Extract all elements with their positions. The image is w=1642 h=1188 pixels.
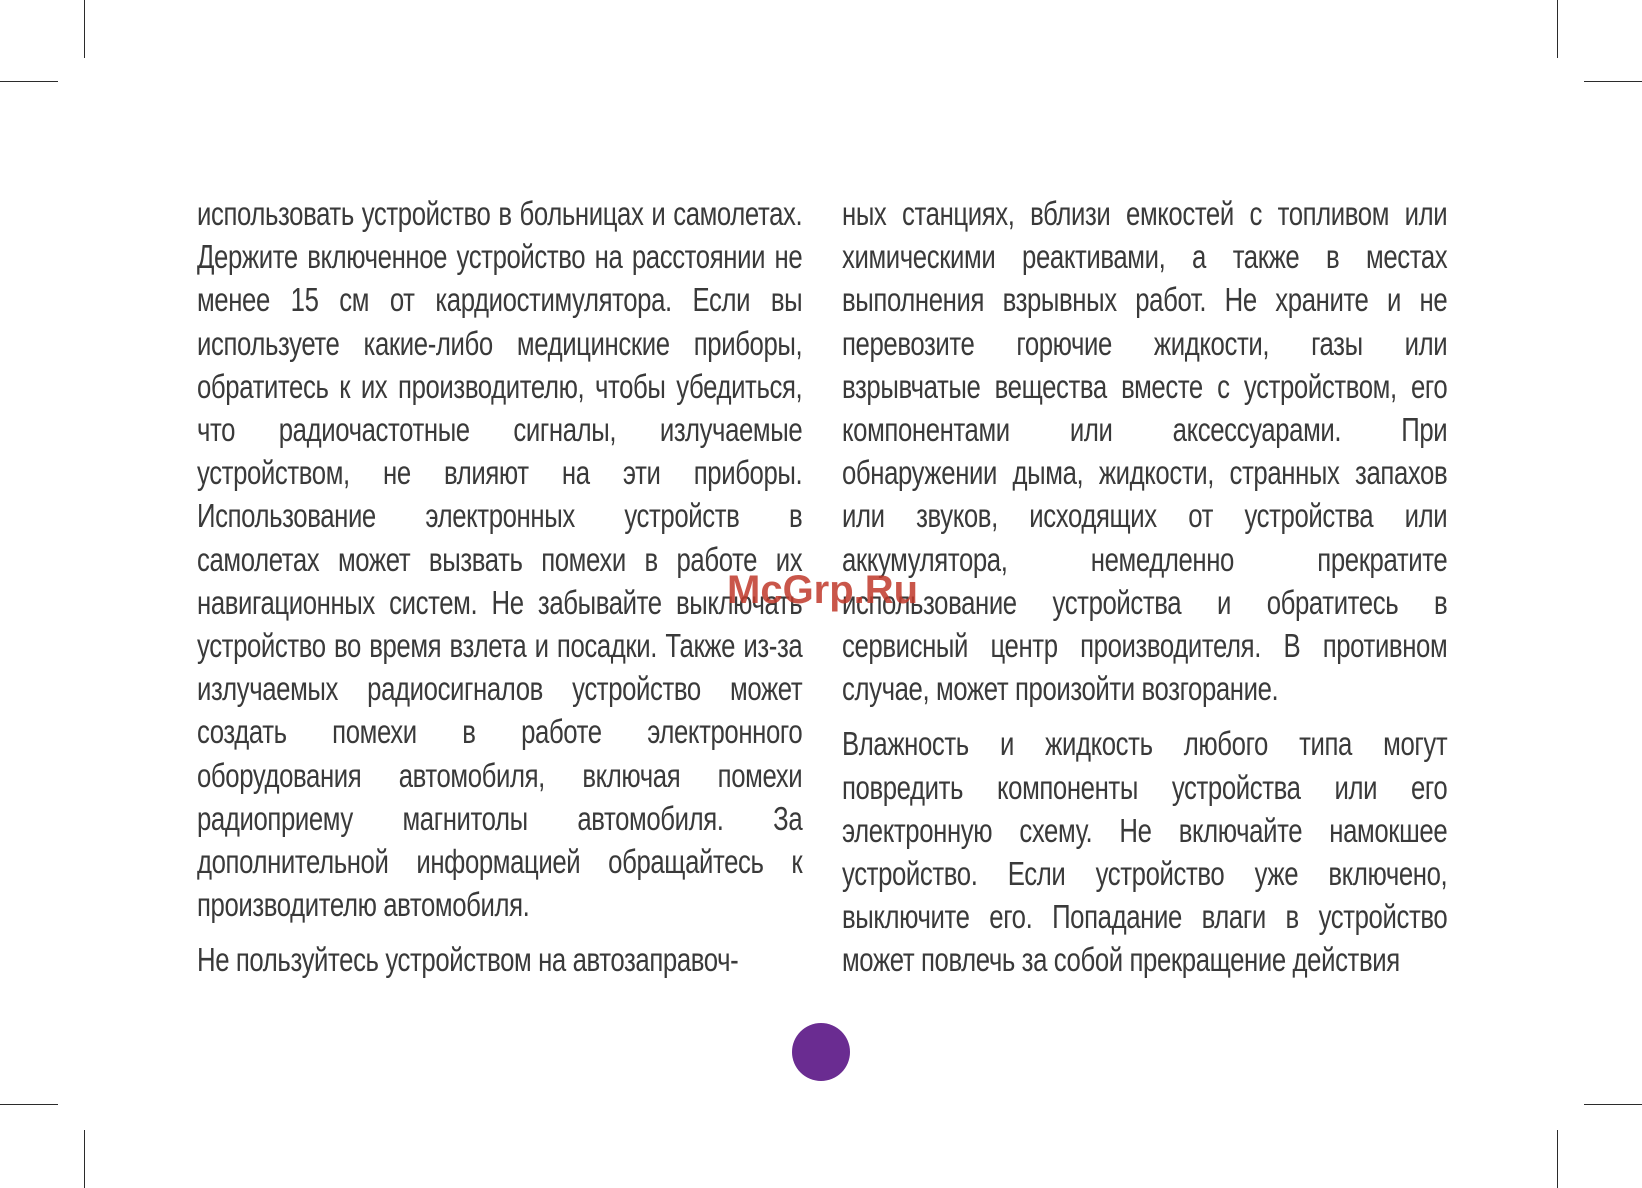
right-paragraph-2: Влажность и жидкость любого типа могут повредить компоненты устройства или его электронную схему. Не включайте намокшее устройство. Если устройство уже включено, выключите его. Попадание влаги в устройство может повлечь за собой прекращение действия [842, 725, 1448, 979]
crop-mark-bottom-left-vertical [84, 1130, 85, 1188]
crop-mark-top-left-horizontal [0, 81, 58, 82]
page-marker-dot [792, 1023, 850, 1081]
left-text-column [197, 192, 803, 994]
crop-mark-bottom-left-horizontal [0, 1104, 58, 1105]
crop-mark-top-right-horizontal [1584, 81, 1642, 82]
left-paragraph-2: Не пользуйтесь устройством на автозаправоч- [197, 941, 739, 979]
watermark: McGrp.Ru [727, 568, 919, 612]
crop-mark-bottom-right-horizontal [1584, 1104, 1642, 1105]
left-paragraph-1: использовать устройство в больницах и самолетах. Держите включенное устройство на расстоянии не менее 15 см от кардиостимулятора. Если вы используете какие-либо медицинские приборы, обратитесь к их производителю, чтобы убедиться, что радиочастотные сигналы, излучаемые устройством, не влияют на эти приборы. Использование электронных устройств в самолетах может вызвать помехи в работе их навигационных систем. Не забывайте выключать устройство во время взлета и посадки. Также из-за излучаемых радиосигналов устройство может создать помехи в работе электронного оборудования автомобиля, включая помехи радиоприему магнитолы автомобиля. За дополнительной информацией обращайтесь к производителю автомобиля. [197, 195, 803, 924]
right-paragraph-1: ных станциях, вблизи емкостей с топливом или химическими реактивами, а также в местах выполнения взрывных работ. Не храните и не перевозите горючие жидкости, газы или взрывчатые вещества вместе с устройством, его компонентами или аксессуарами. При обнаружении дыма, жидкости, странных запахов или звуков, исходящих от устройства или аккумулятора, немедленно прекратите использование устройства и обратитесь в сервисный центр производителя. В противном случае, может произойти возгорание. [842, 195, 1448, 708]
crop-mark-top-right-vertical [1557, 0, 1558, 58]
crop-mark-bottom-right-vertical [1557, 1130, 1558, 1188]
crop-mark-top-left-vertical [84, 0, 85, 58]
